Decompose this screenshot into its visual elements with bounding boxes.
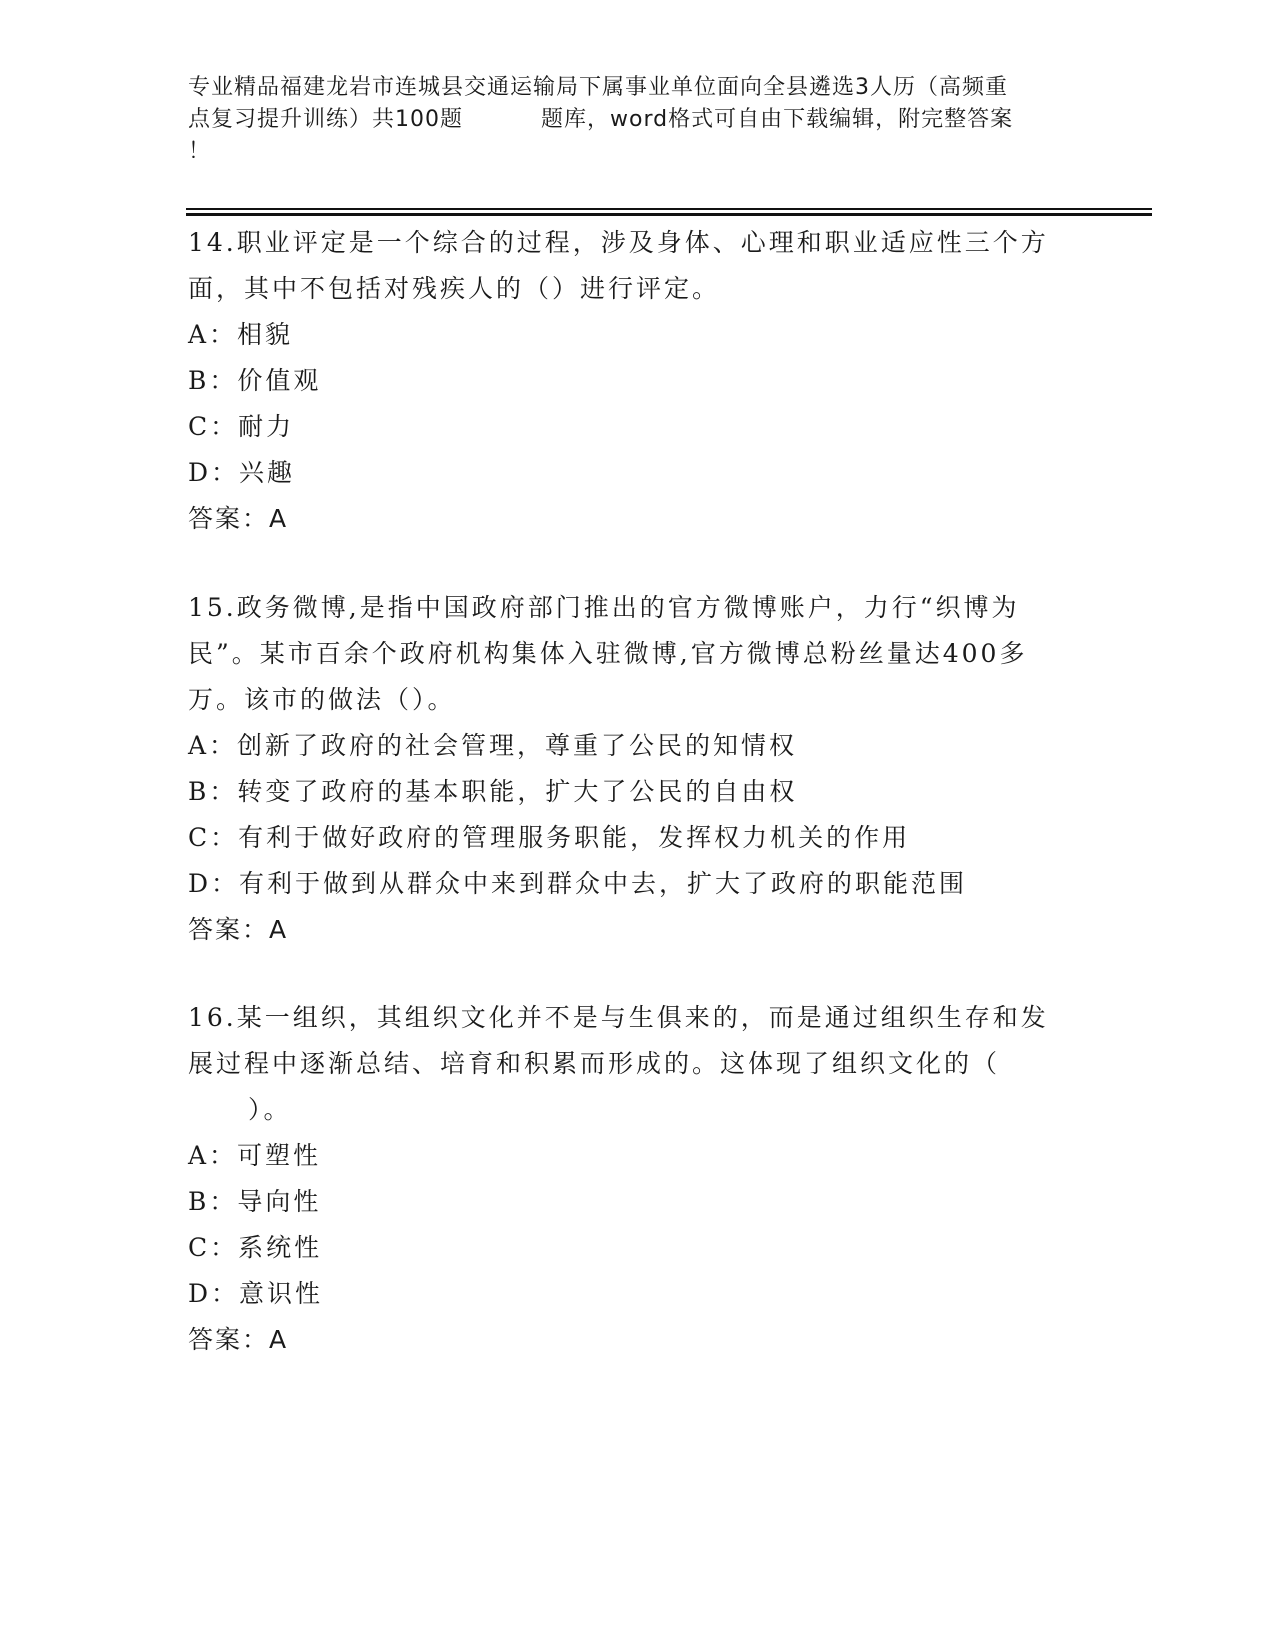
question-stem-line: 15.政务微博,是指中国政府部门推出的官方微博账户，力行“织博为 xyxy=(188,593,1020,622)
option-c: C：系统性 xyxy=(188,1233,323,1262)
question-stem-line: 面，其中不包括对残疾人的（）进行评定。 xyxy=(188,274,721,303)
question-15 xyxy=(188,585,1088,953)
header-line-1: 专业精品福建龙岩市连城县交通运输局下属事业单位面向全县遴选3人历（高频重 xyxy=(188,75,1008,100)
header-divider-thick xyxy=(186,213,1152,216)
option-a: A：相貌 xyxy=(188,320,294,349)
option-c: C：有利于做好政府的管理服务职能，发挥权力机关的作用 xyxy=(188,823,911,852)
question-16 xyxy=(188,995,1088,1363)
option-d: D：有利于做到从群众中来到群众中去，扩大了政府的职能范围 xyxy=(188,869,968,898)
option-a: A：可塑性 xyxy=(188,1141,322,1170)
header-line-2b: 题库，word格式可自由下载编辑，附完整答案 xyxy=(541,107,1014,132)
option-b: B：导向性 xyxy=(188,1187,322,1216)
question-stem-line: 展过程中逐渐总结、培育和积累而形成的。这体现了组织文化的（ xyxy=(188,1049,1001,1078)
answer-line: 答案：A xyxy=(188,1325,289,1354)
answer-line: 答案：A xyxy=(188,915,289,944)
question-stem-line: 民”。某市百余个政府机构集体入驻微博,官方微博总粉丝量达400多 xyxy=(188,639,1028,668)
question-stem-line: 16.某一组织，其组织文化并不是与生俱来的，而是通过组织生存和发 xyxy=(188,1003,1049,1032)
option-c: C：耐力 xyxy=(188,412,295,441)
option-b: B：转变了政府的基本职能，扩大了公民的自由权 xyxy=(188,777,798,806)
header-line-2a: 点复习提升训练）共100题 xyxy=(188,107,463,132)
question-stem-line: 14.职业评定是一个综合的过程，涉及身体、心理和职业适应性三个方 xyxy=(188,228,1049,257)
header-line-2 xyxy=(188,104,1088,136)
header-divider-thin xyxy=(186,208,1152,210)
answer-line: 答案：A xyxy=(188,504,289,533)
question-14 xyxy=(188,220,1088,542)
document-header xyxy=(188,72,1088,168)
option-b: B：价值观 xyxy=(188,366,322,395)
header-line-3: ！ xyxy=(188,139,212,164)
option-d: D：兴趣 xyxy=(188,458,296,487)
option-a: A：创新了政府的社会管理，尊重了公民的知情权 xyxy=(188,731,798,760)
question-stem-line: 万。该市的做法（）。 xyxy=(188,685,456,714)
option-d: D：意识性 xyxy=(188,1279,324,1308)
question-stem-line: ）。 xyxy=(248,1095,292,1124)
